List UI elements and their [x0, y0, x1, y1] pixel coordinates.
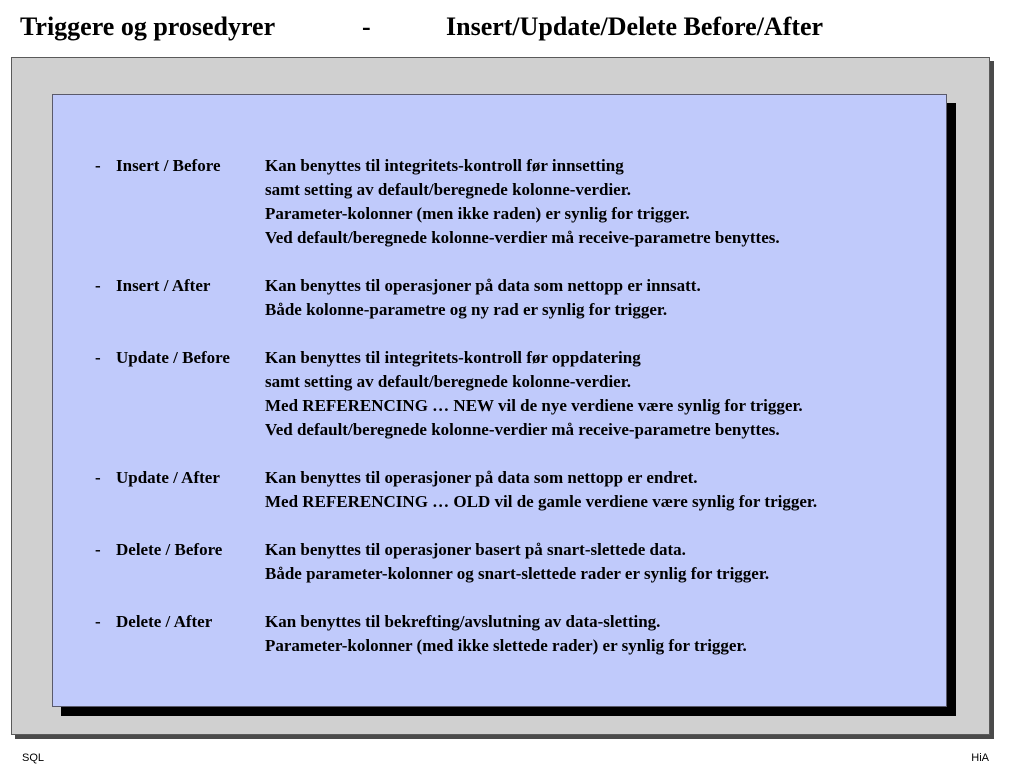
slide-title-main: Triggere og prosedyrer — [20, 12, 276, 41]
description-line: Med REFERENCING … NEW vil de nye verdiene være synlig for trigger. — [265, 396, 803, 415]
bullet-dash: - — [95, 348, 101, 367]
bullet-dash: - — [95, 276, 101, 295]
slide-title-separator: - — [362, 12, 371, 41]
footer-course-label: SQL — [22, 752, 45, 764]
footer-institution-label: HiA — [971, 752, 989, 764]
entry-label: Update / Before — [116, 348, 230, 367]
description-line: Kan benyttes til operasjoner på data som nettopp er innsatt. — [265, 276, 701, 295]
slide-title-subject: Insert/Update/Delete Before/After — [446, 12, 824, 41]
description-line: Både kolonne-parametre og ny rad er synlig for trigger. — [265, 300, 668, 319]
description-line: Kan benyttes til bekrefting/avslutning av data-sletting. — [265, 612, 661, 631]
trigger-list — [53, 154, 946, 682]
description-line: Ved default/beregnede kolonne-verdier må receive-parametre benyttes. — [265, 228, 780, 247]
entry-label: Insert / Before — [116, 156, 221, 175]
description-line: samt setting av default/beregnede kolonne-verdier. — [265, 372, 631, 391]
description-line: Kan benyttes til integritets-kontroll før oppdatering — [265, 348, 641, 367]
entry-insert-after — [53, 274, 946, 322]
description-line: Parameter-kolonner (med ikke slettede rader) er synlig for trigger. — [265, 636, 747, 655]
entry-insert-before — [53, 154, 946, 250]
entry-update-after — [53, 466, 946, 514]
description-line: Både parameter-kolonner og snart-slettede rader er synlig for trigger. — [265, 564, 770, 583]
entry-delete-before — [53, 538, 946, 586]
entry-label: Insert / After — [116, 276, 211, 295]
entry-label: Delete / Before — [116, 540, 223, 559]
entry-description — [265, 538, 946, 586]
bullet-dash: - — [95, 540, 101, 559]
description-line: samt setting av default/beregnede kolonne-verdier. — [265, 180, 631, 199]
entry-description — [265, 610, 946, 658]
description-line: Kan benyttes til operasjoner på data som nettopp er endret. — [265, 468, 698, 487]
entry-delete-after — [53, 610, 946, 658]
description-line: Kan benyttes til integritets-kontroll før innsetting — [265, 156, 624, 175]
entry-update-before — [53, 346, 946, 442]
description-line: Ved default/beregnede kolonne-verdier må receive-parametre benyttes. — [265, 420, 780, 439]
entry-description — [265, 346, 946, 442]
entry-description — [265, 466, 946, 514]
entry-label: Delete / After — [116, 612, 213, 631]
bullet-dash: - — [95, 468, 101, 487]
content-panel — [52, 94, 947, 707]
description-line: Kan benyttes til operasjoner basert på snart-slettede data. — [265, 540, 686, 559]
entry-description — [265, 274, 946, 322]
bullet-dash: - — [95, 612, 101, 631]
entry-description — [265, 154, 946, 250]
entry-label: Update / After — [116, 468, 220, 487]
bullet-dash: - — [95, 156, 101, 175]
description-line: Med REFERENCING … OLD vil de gamle verdiene være synlig for trigger. — [265, 492, 818, 511]
description-line: Parameter-kolonner (men ikke raden) er synlig for trigger. — [265, 204, 690, 223]
